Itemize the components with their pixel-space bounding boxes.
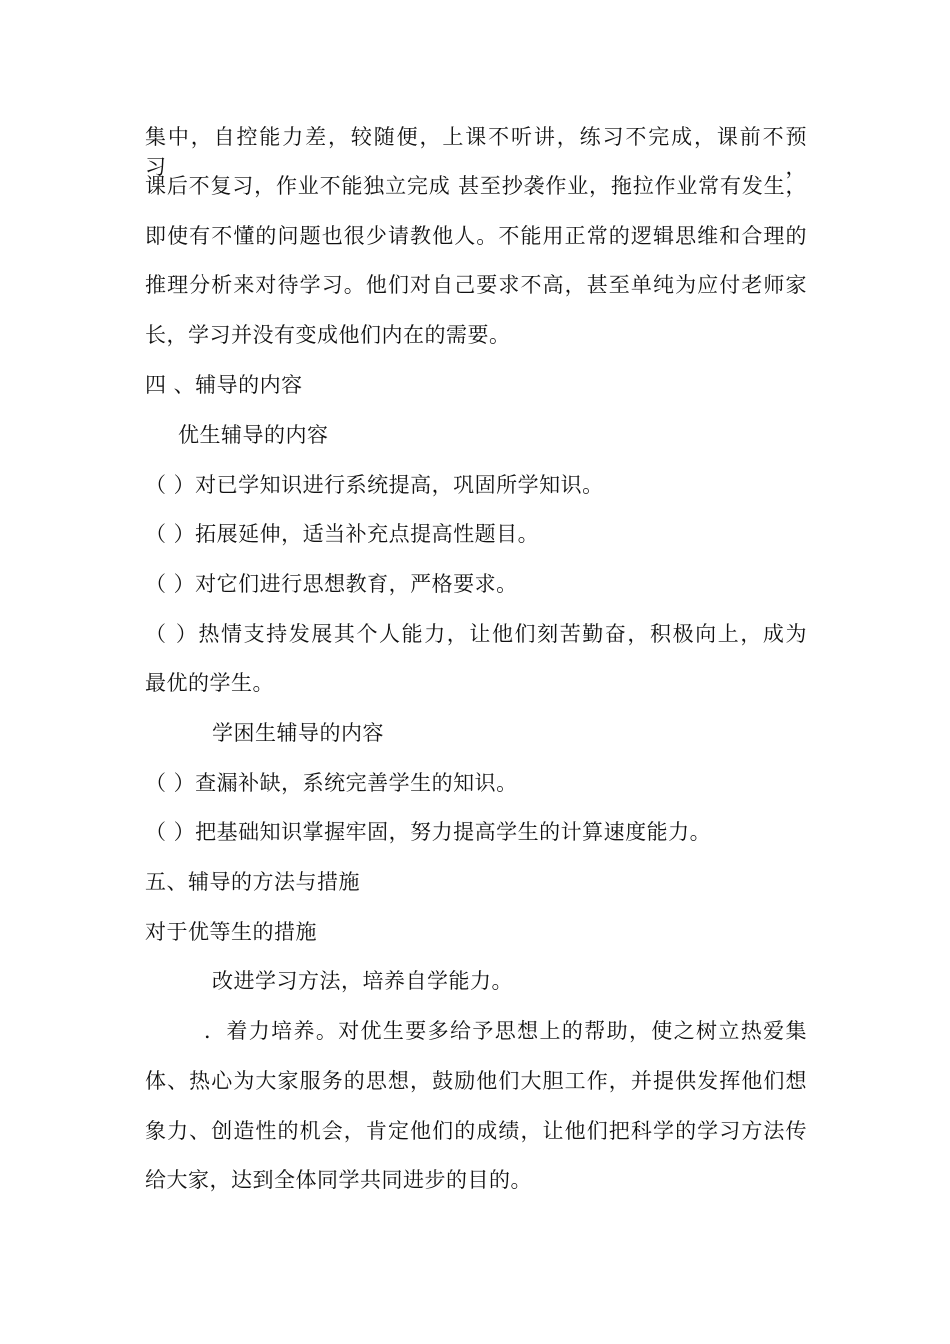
list-item: （ ）拓展延伸，适当补充点提高性题目。: [145, 522, 540, 546]
text-line: 改进学习方法，培养自学能力。: [212, 969, 513, 993]
text-line: 体、热心为大家服务的思想，鼓励他们大胆工作，并提供发挥他们想: [145, 1069, 807, 1093]
text-line: 集中，自控能力差，较随便，上课不听讲，练习不完成，课前不预习，: [145, 125, 807, 179]
text-line: 最优的学生。: [145, 671, 274, 695]
subsection-heading: 优生辅导的内容: [178, 423, 329, 447]
text-line: 象力、创造性的机会，肯定他们的成绩，让他们把科学的学习方法传: [145, 1119, 807, 1143]
subsection-heading: 学困生辅导的内容: [212, 721, 384, 745]
list-item: （ ）热情支持发展其个人能力，让他们刻苦勤奋，积极向上，成为: [145, 622, 807, 646]
text-line: 推理分析来对待学习。他们对自己要求不高，甚至单纯为应付老师家: [145, 273, 807, 297]
text-line: 长，学习并没有变成他们内在的需要。: [145, 323, 511, 347]
text-line: 给大家，达到全体同学共同进步的目的。: [145, 1168, 532, 1192]
subsection-heading: 对于优等生的措施: [145, 920, 317, 944]
section-heading: 五、辅导的方法与措施: [145, 870, 360, 894]
text-line: ．着力培养。对优生要多给予思想上的帮助，使之树立热爱集: [204, 1019, 807, 1043]
text-line: 即使有不懂的问题也很少请教他人。不能用正常的逻辑思维和合理的: [145, 224, 807, 248]
list-item: （ ）对它们进行思想教育，严格要求。: [145, 572, 518, 596]
list-item: （ ）对已学知识进行系统提高，巩固所学知识。: [145, 473, 604, 497]
list-item: （ ）把基础知识掌握牢固，努力提高学生的计算速度能力。: [145, 820, 712, 844]
section-heading: 四 、辅导的内容: [145, 373, 303, 397]
text-line: 课后不复习，作业不能独立完成 甚至抄袭作业，拖拉作业常有发生，: [145, 174, 807, 198]
list-item: （ ）查漏补缺，系统完善学生的知识。: [145, 771, 518, 795]
